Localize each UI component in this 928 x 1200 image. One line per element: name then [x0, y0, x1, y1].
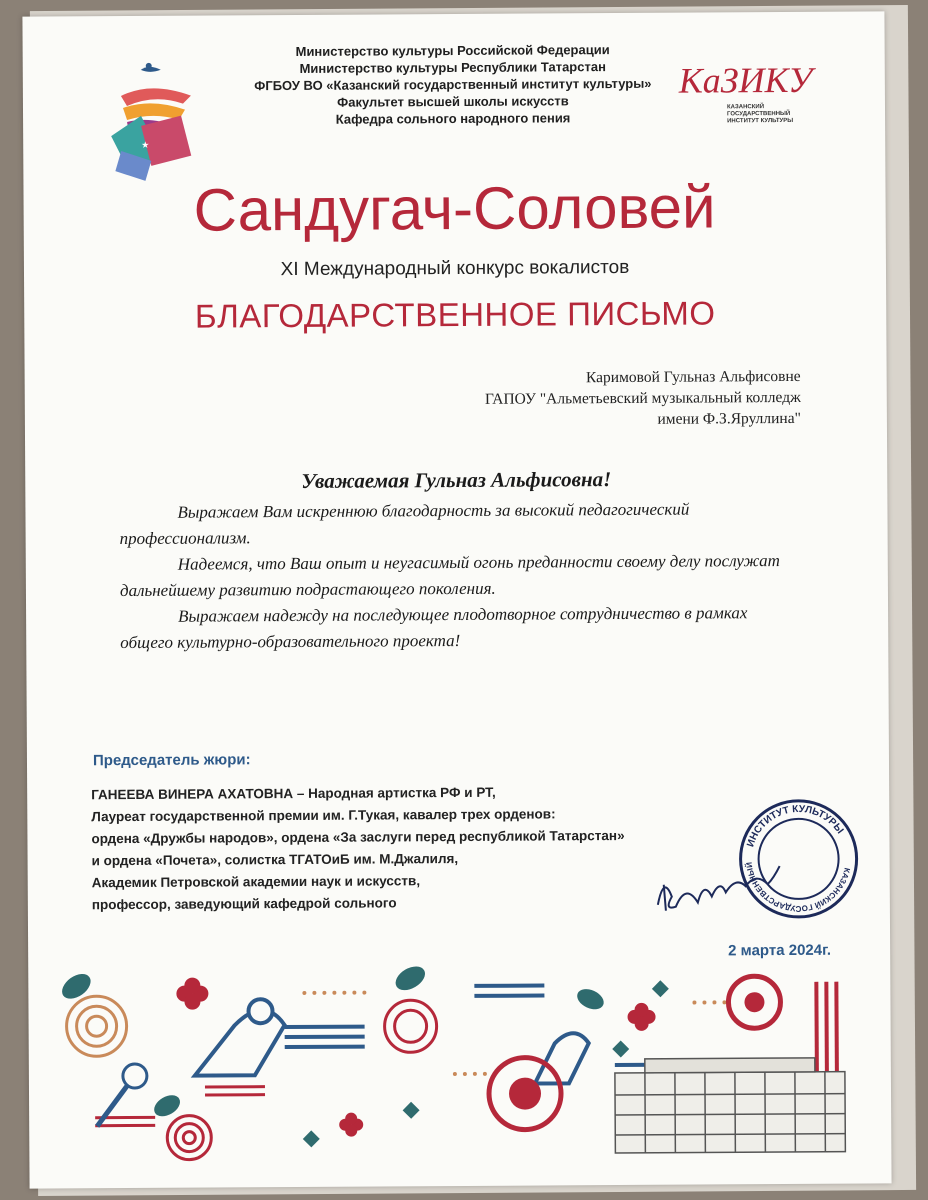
recipient-org: ГАПОУ "Альметьевский музыкальный колледж	[484, 388, 801, 408]
certificate-sheet	[22, 11, 891, 1188]
ministry-line: Министерство культуры Республики Татарстан	[299, 59, 606, 76]
jury-line: Академик Петровской академии наук и искусств,	[91, 873, 421, 891]
document-type-heading: БЛАГОДАРСТВЕННОЕ ПИСЬМО	[194, 294, 716, 335]
contest-subtitle: XI Международный конкурс вокалистов	[280, 256, 630, 281]
recipient-block	[485, 366, 801, 431]
letter-body	[119, 496, 800, 656]
ministry-line: Факультет высшей школы искусств	[337, 93, 569, 110]
jury-chair-details	[91, 780, 732, 916]
decorative-ornament-band	[54, 962, 855, 1172]
kaziku-logo	[677, 50, 818, 136]
contest-title: Сандугач-Соловей	[193, 173, 716, 244]
stamp-text: КАЗАНСКИЙ ГОСУДАРСТВЕННЫЙ	[744, 861, 852, 913]
ministry-line: Министерство культуры Российской Федерации	[295, 42, 610, 59]
letter-greeting: Уважаемая Гульназ Альфисовна!	[301, 467, 612, 493]
letter-paragraph: Надеемся, что Ваш опыт и неугасимый огонь преданности своему делу послужат дальнейшему развитию подрастающего поколения.	[119, 551, 780, 601]
kaziku-logo-sub: КАЗАНСКИЙ	[726, 104, 765, 111]
jury-chair-heading: Председатель жюри:	[92, 751, 251, 770]
handwritten-signature	[648, 854, 808, 930]
letter-paragraph: Выражаем Вам искреннюю благодарность за высокий педагогический профессионализм.	[119, 499, 690, 549]
recipient-org: имени Ф.З.Яруллина"	[657, 409, 801, 428]
recipient-name: Каримовой Гульназ Альфисовне	[585, 367, 801, 387]
jury-line: ордена «Дружбы народов», ордена «За заслуги перед республикой Татарстан»	[91, 827, 625, 847]
svg-text:★: ★	[141, 139, 150, 150]
jury-line: Лауреат государственной премии им. Г.Тукая, кавалер трех орденов:	[91, 806, 556, 825]
building-icon	[615, 1058, 846, 1153]
issue-date: 2 марта 2024г.	[728, 941, 832, 960]
kaziku-logo-sub: ГОСУДАРСТВЕННЫЙ	[727, 110, 791, 118]
jury-line: профессор, заведующий кафедрой сольного	[91, 895, 397, 913]
ministry-header	[173, 40, 734, 128]
letter-paragraph: Выражаем надежду на последующее плодотворное сотрудничество в рамках общего культурно-образовательного проекта!	[120, 603, 748, 653]
jury-line: ГАНЕЕВА ВИНЕРА АХАТОВНА – Народная артистка РФ и РТ,	[91, 784, 496, 803]
ministry-line: Кафедра сольного народного пения	[335, 110, 571, 127]
ministry-line: ФГБОУ ВО «Казанский государственный институт культуры»	[254, 75, 652, 94]
stripe-pattern	[284, 983, 685, 1079]
jury-line: и ордена «Почета», солистка ТГАТОиБ им. М.Джалиля,	[91, 850, 459, 869]
kaziku-logo-sub: ИНСТИТУТ КУЛЬТУРЫ	[727, 117, 794, 125]
kaziku-logo-text: КаЗИКУ	[678, 59, 813, 101]
stamp-text: ИНСТИТУТ КУЛЬТУРЫ	[745, 803, 846, 849]
